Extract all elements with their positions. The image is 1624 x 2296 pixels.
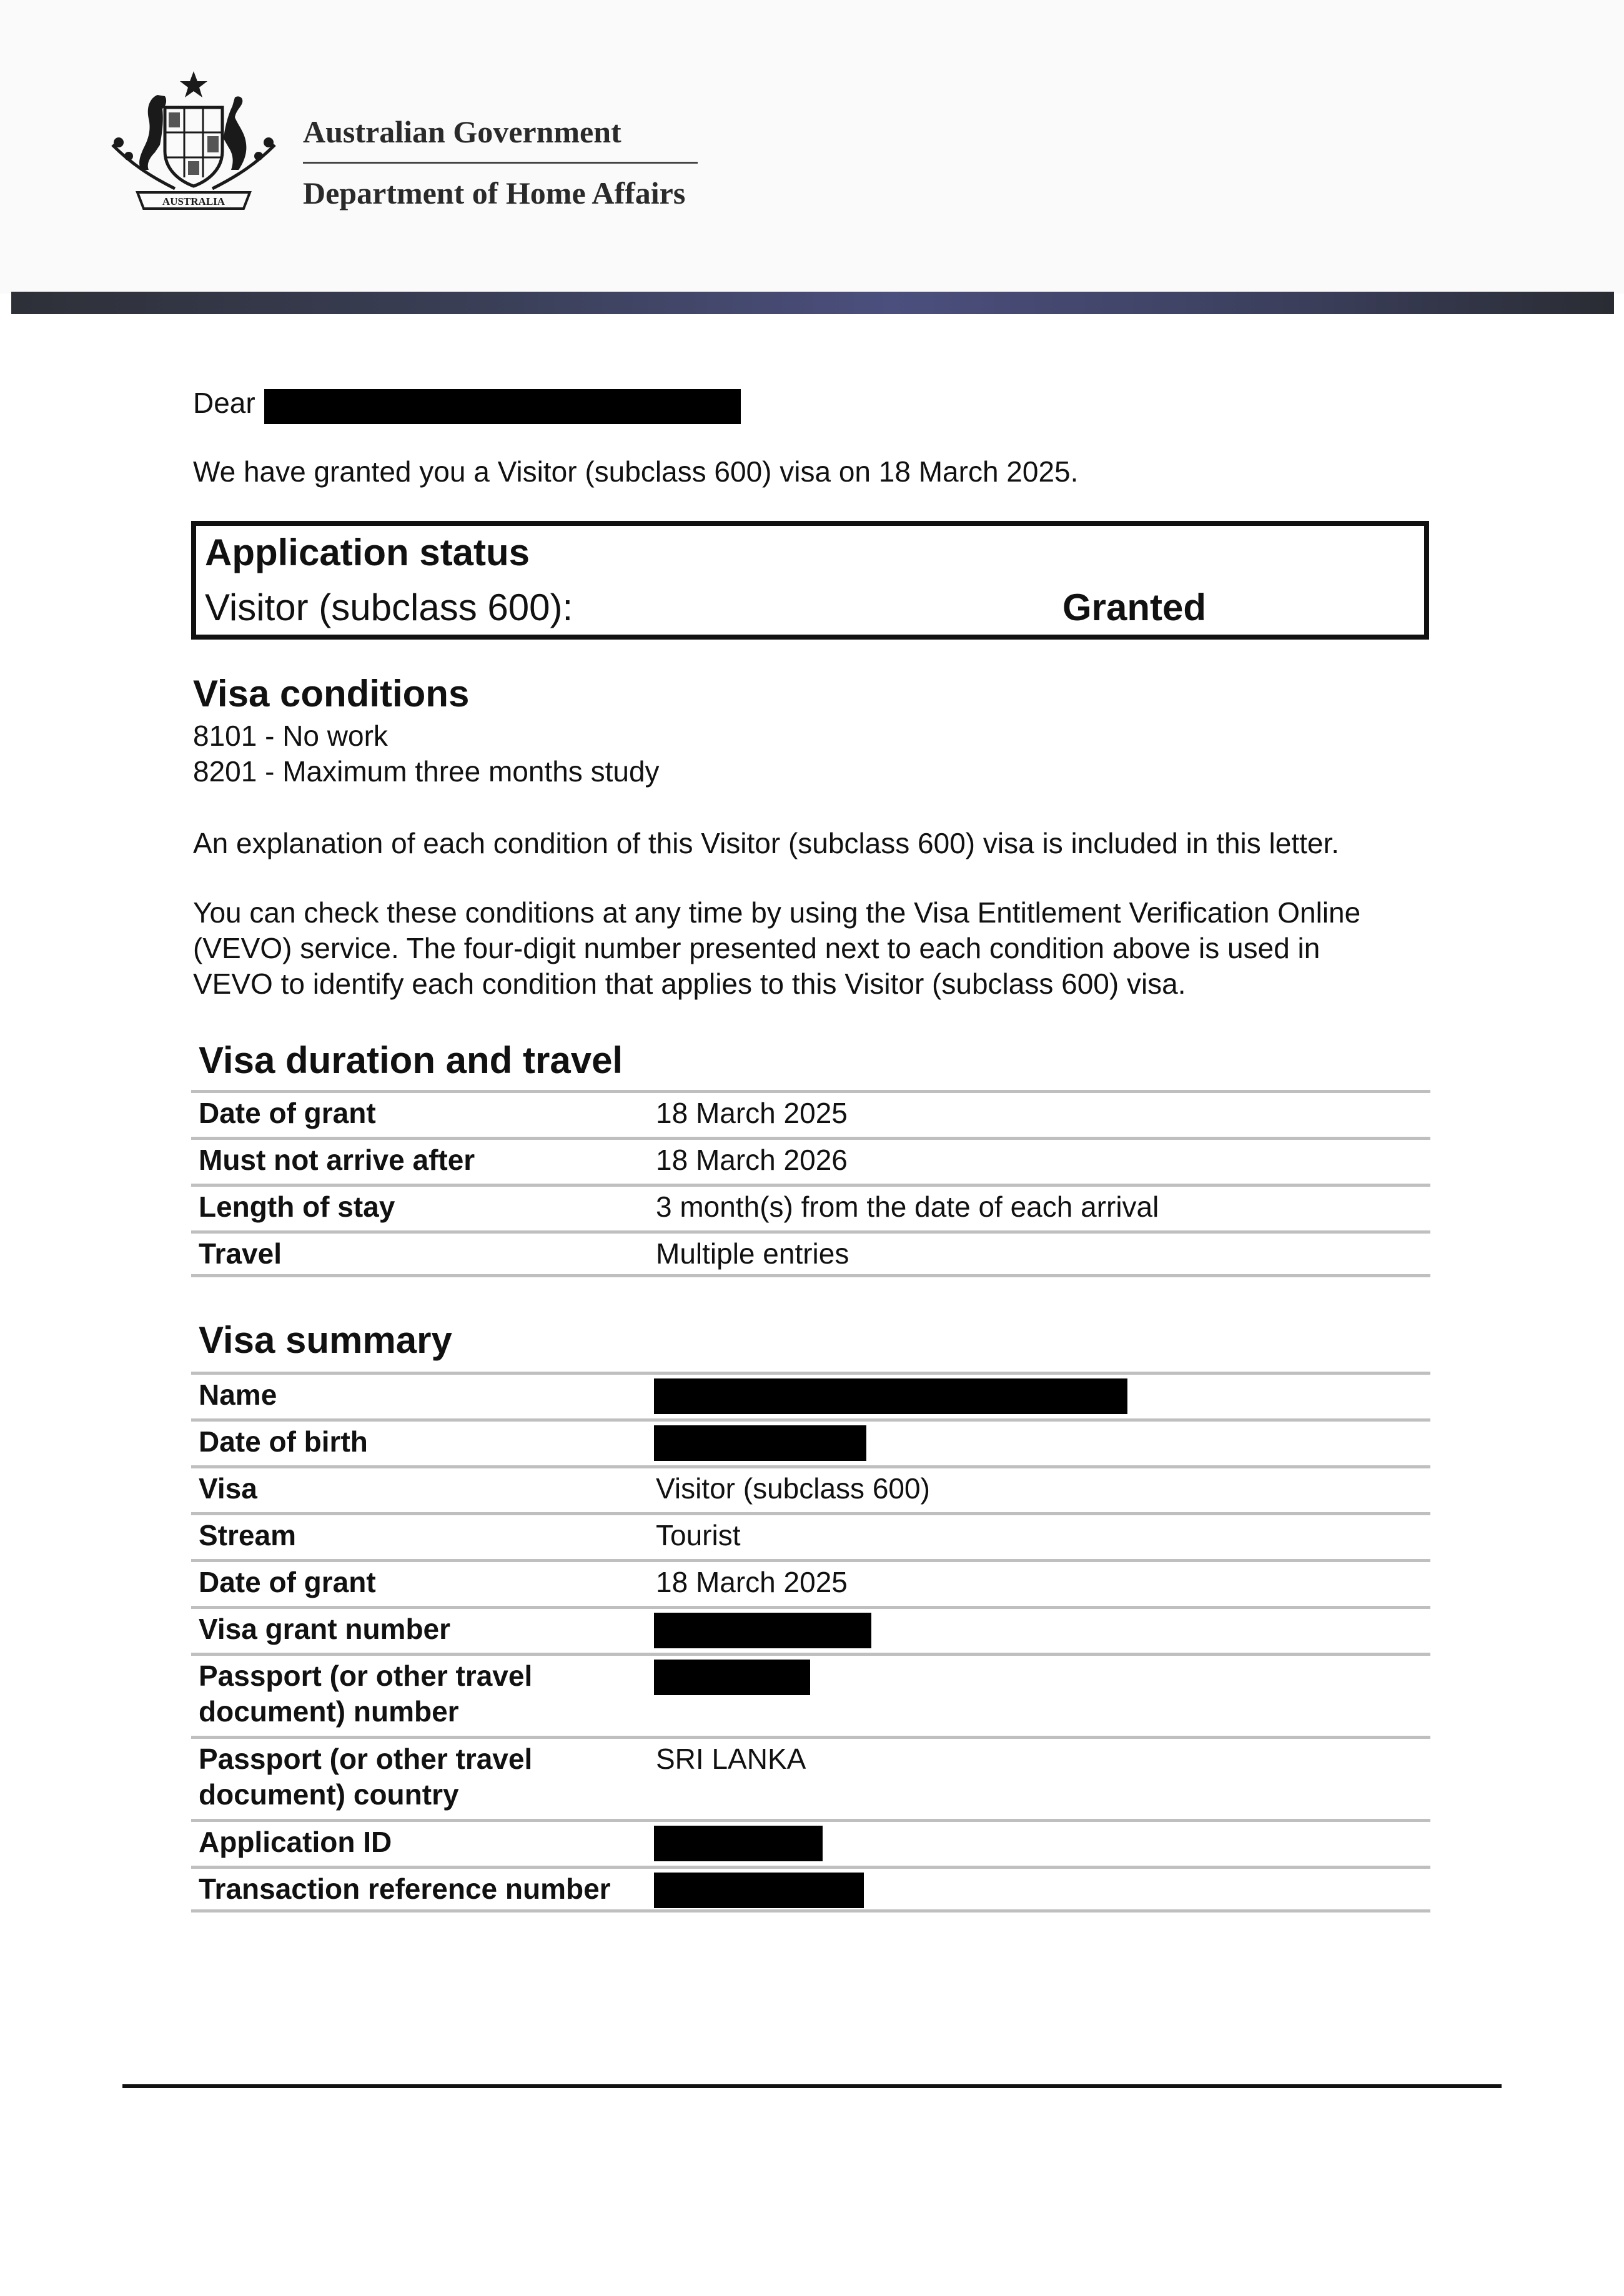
redacted-value: [654, 1826, 823, 1861]
row-label: Passport (or other travel document) number: [199, 1660, 533, 1728]
grant-intro: We have granted you a Visitor (subclass 600) visa on 18 March 2025.: [193, 455, 1079, 488]
table-row: [191, 1819, 1430, 1866]
coat-of-arms-icon: [100, 70, 287, 220]
row-value: Visitor (subclass 600): [656, 1472, 930, 1505]
row-label: Name: [199, 1378, 277, 1411]
summary-heading: Visa summary: [199, 1319, 452, 1361]
table-row: [191, 1137, 1430, 1184]
condition-item: 8101 - No work: [193, 720, 388, 752]
table-row: [191, 1866, 1430, 1913]
letterhead: [0, 0, 1624, 294]
table-row: [191, 1418, 1430, 1465]
table-row: [191, 1606, 1430, 1653]
government-title: Australian Government: [303, 114, 621, 149]
table-row: [191, 1653, 1430, 1736]
row-value: Multiple entries: [656, 1237, 849, 1270]
row-value: 18 March 2025: [656, 1097, 848, 1129]
table-row: [191, 1736, 1430, 1819]
redacted-value: [654, 1660, 810, 1695]
crest-scroll-text: AUSTRALIA: [162, 195, 225, 207]
duration-heading: Visa duration and travel: [199, 1039, 623, 1081]
row-label: Must not arrive after: [199, 1144, 475, 1176]
duration-table: [191, 1090, 1430, 1277]
recipient-name-redacted: [264, 389, 741, 424]
redacted-value: [654, 1873, 864, 1908]
row-label: Application ID: [199, 1826, 392, 1858]
redacted-value: [654, 1378, 1127, 1414]
footer-divider: [122, 2084, 1502, 2088]
row-label: Visa grant number: [199, 1613, 451, 1645]
status-label: Visitor (subclass 600):: [205, 586, 573, 628]
condition-item: 8201 - Maximum three months study: [193, 755, 660, 788]
table-row: [191, 1465, 1430, 1512]
row-label: Date of grant: [199, 1097, 376, 1129]
conditions-heading: Visa conditions: [193, 673, 470, 715]
row-value: SRI LANKA: [656, 1743, 806, 1775]
row-label: Date of birth: [199, 1425, 368, 1458]
summary-table: [191, 1372, 1430, 1913]
vevo-paragraph-line: (VEVO) service. The four-digit number presented next to each condition above is used in: [193, 932, 1320, 964]
conditions-explanation: An explanation of each condition of this Visitor (subclass 600) visa is included in this letter.: [193, 827, 1340, 859]
vevo-paragraph-line: VEVO to identify each condition that applies to this Visitor (subclass 600) visa.: [193, 967, 1186, 1000]
table-row: [191, 1372, 1430, 1418]
department-title: Department of Home Affairs: [303, 176, 686, 210]
header-divider: [303, 162, 698, 164]
status-value: Granted: [1062, 586, 1207, 628]
table-row: [191, 1090, 1430, 1137]
row-label: Passport (or other travel document) country: [199, 1743, 533, 1811]
row-label: Travel: [199, 1237, 282, 1270]
salutation: Dear: [193, 387, 255, 419]
status-title: Application status: [205, 532, 530, 573]
row-label: Stream: [199, 1519, 296, 1551]
row-value: Tourist: [656, 1519, 741, 1551]
table-row: [191, 1559, 1430, 1606]
redacted-value: [654, 1425, 866, 1461]
row-value: 18 March 2025: [656, 1566, 848, 1598]
header-band: [11, 292, 1614, 314]
vevo-paragraph-line: You can check these conditions at any time by using the Visa Entitlement Verification Online: [193, 896, 1361, 929]
table-row: [191, 1230, 1430, 1277]
row-value: 3 month(s) from the date of each arrival: [656, 1190, 1159, 1223]
row-label: Length of stay: [199, 1190, 395, 1223]
table-row: [191, 1512, 1430, 1559]
redacted-value: [654, 1613, 871, 1648]
row-label: Date of grant: [199, 1566, 376, 1598]
table-row: [191, 1184, 1430, 1230]
row-label: Transaction reference number: [199, 1873, 611, 1905]
row-value: 18 March 2026: [656, 1144, 848, 1176]
row-label: Visa: [199, 1472, 257, 1505]
application-status-box: [191, 521, 1429, 640]
